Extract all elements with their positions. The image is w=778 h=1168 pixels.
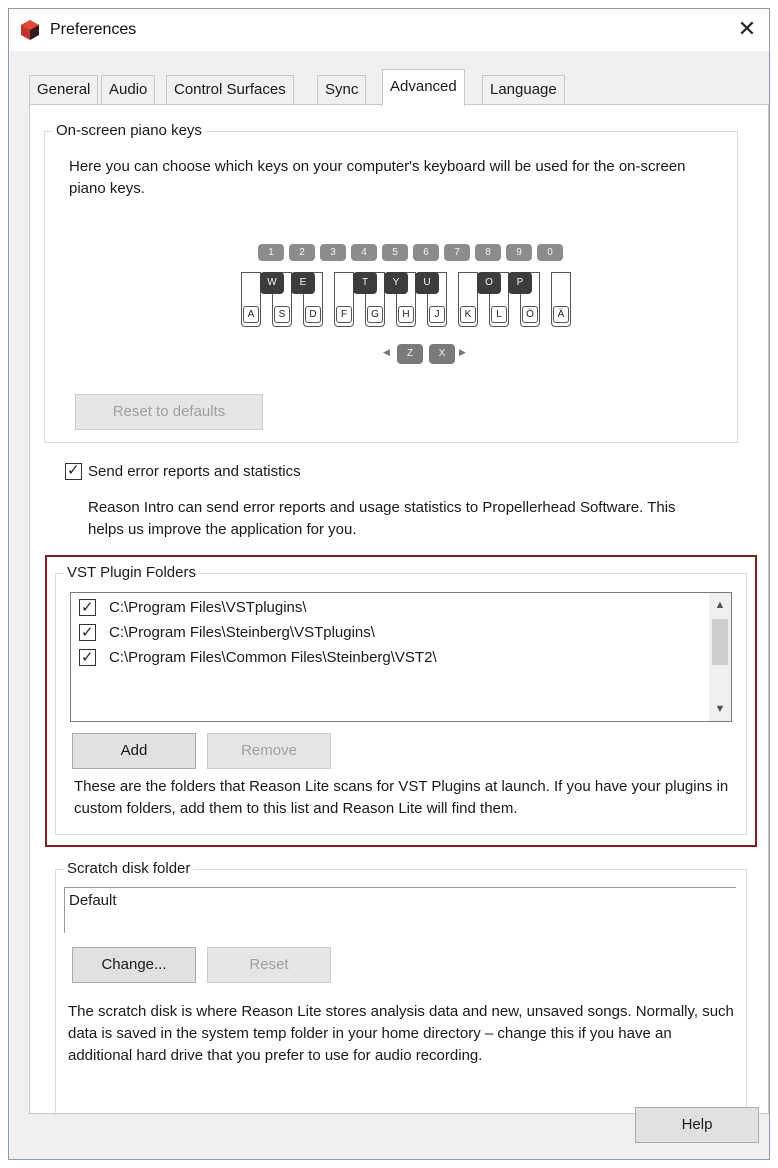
white-key-label: H (398, 306, 414, 323)
black-key[interactable]: O (477, 272, 501, 294)
vst-folder-list[interactable] (70, 592, 732, 722)
error-reports-description: Reason Intro can send error reports and usage statistics to Propellerhead Software. This helps us improve the application for you. (88, 499, 676, 538)
folder-path: C:\Program Files\VSTplugins\ (109, 599, 307, 616)
close-button[interactable] (725, 9, 769, 51)
close-icon: ✕ (737, 16, 757, 41)
tab-advanced[interactable]: Advanced (382, 69, 465, 106)
number-key[interactable]: 3 (320, 244, 346, 261)
add-folder-button[interactable]: Add (72, 733, 196, 769)
check-icon: ✓ (67, 462, 80, 479)
white-key[interactable] (334, 272, 354, 327)
preferences-window (8, 8, 770, 1160)
folder-checkbox[interactable] (79, 624, 96, 641)
number-key[interactable]: 5 (382, 244, 408, 261)
white-key-label: L (491, 306, 507, 323)
white-key-label: J (429, 306, 445, 323)
number-key[interactable]: 7 (444, 244, 470, 261)
octave-up-key[interactable]: X (429, 344, 455, 364)
send-error-reports-label[interactable]: Send error reports and statistics (88, 463, 301, 480)
tab-control-surfaces[interactable]: Control Surfaces (166, 75, 294, 105)
octave-left-icon: ◀ (383, 347, 390, 357)
white-key-label: A (243, 306, 259, 323)
check-icon: ✓ (81, 624, 94, 641)
scratch-disk-field (64, 887, 736, 933)
white-key-label: Ä (553, 306, 569, 323)
octave-right-icon: ▶ (459, 347, 466, 357)
black-key[interactable]: T (353, 272, 377, 294)
vst-plugin-folders-title: VST Plugin Folders (64, 564, 199, 581)
folder-path: C:\Program Files\Steinberg\VSTplugins\ (109, 624, 375, 641)
check-icon: ✓ (81, 599, 94, 616)
send-error-reports-checkbox[interactable] (65, 463, 82, 480)
white-key[interactable] (458, 272, 478, 327)
white-key-label: G (367, 306, 383, 323)
white-key-label: S (274, 306, 290, 323)
scroll-down-icon[interactable]: ▼ (714, 703, 726, 715)
advanced-panel (29, 104, 769, 1114)
title-bar (9, 9, 769, 51)
folder-checkbox[interactable] (79, 649, 96, 666)
remove-folder-button[interactable]: Remove (207, 733, 331, 769)
check-icon: ✓ (81, 649, 94, 666)
reset-to-defaults-button[interactable]: Reset to defaults (75, 394, 263, 430)
tab-sync[interactable]: Sync (317, 75, 366, 105)
black-key[interactable]: U (415, 272, 439, 294)
folder-checkbox[interactable] (79, 599, 96, 616)
scroll-thumb[interactable] (712, 619, 728, 665)
tab-language[interactable]: Language (482, 75, 565, 105)
scroll-up-icon[interactable]: ▲ (714, 599, 726, 611)
reset-scratch-button[interactable]: Reset (207, 947, 331, 983)
white-key-label: D (305, 306, 321, 323)
piano-keys-group (44, 122, 738, 443)
help-button[interactable]: Help (635, 1107, 759, 1143)
piano-keyboard (241, 272, 597, 328)
change-scratch-button[interactable]: Change... (72, 947, 196, 983)
number-key[interactable]: 6 (413, 244, 439, 261)
app-logo-icon (21, 20, 39, 40)
white-key-label: K (460, 306, 476, 323)
scratch-disk-title: Scratch disk folder (64, 860, 193, 877)
folder-path: C:\Program Files\Common Files\Steinberg\VST2\ (109, 649, 437, 666)
window-title: Preferences (50, 21, 137, 38)
number-key[interactable]: 1 (258, 244, 284, 261)
white-key-label: Ö (522, 306, 538, 323)
tab-general[interactable]: General (29, 75, 98, 105)
tab-audio[interactable]: Audio (101, 75, 155, 105)
black-key[interactable]: W (260, 272, 284, 294)
scratch-disk-value: Default (69, 892, 117, 909)
number-key[interactable]: 8 (475, 244, 501, 261)
white-key-label: F (336, 306, 352, 323)
number-key[interactable]: 9 (506, 244, 532, 261)
black-key[interactable]: Y (384, 272, 408, 294)
number-key[interactable]: 4 (351, 244, 377, 261)
octave-down-key[interactable]: Z (397, 344, 423, 364)
white-key[interactable] (241, 272, 261, 327)
black-key[interactable]: E (291, 272, 315, 294)
piano-keys-title: On-screen piano keys (53, 122, 205, 139)
vst-list-scrollbar[interactable] (709, 593, 731, 721)
black-key[interactable]: P (508, 272, 532, 294)
scratch-disk-description: The scratch disk is where Reason Lite stores analysis data and new, unsaved songs. Normally, such data is saved in the system temp folder in your home directory – change this if you have an additional hard drive that you prefer to use for audio recording. (68, 1003, 734, 1064)
piano-keys-description: Here you can choose which keys on your computer's keyboard will be used for the on-screen piano keys. (69, 158, 686, 197)
white-key[interactable] (551, 272, 571, 327)
number-key[interactable]: 2 (289, 244, 315, 261)
vst-folders-description: These are the folders that Reason Lite scans for VST Plugins at launch. If you have your plugins in custom folders, add them to this list and Reason Lite will find them. (74, 778, 729, 817)
number-key[interactable]: 0 (537, 244, 563, 261)
